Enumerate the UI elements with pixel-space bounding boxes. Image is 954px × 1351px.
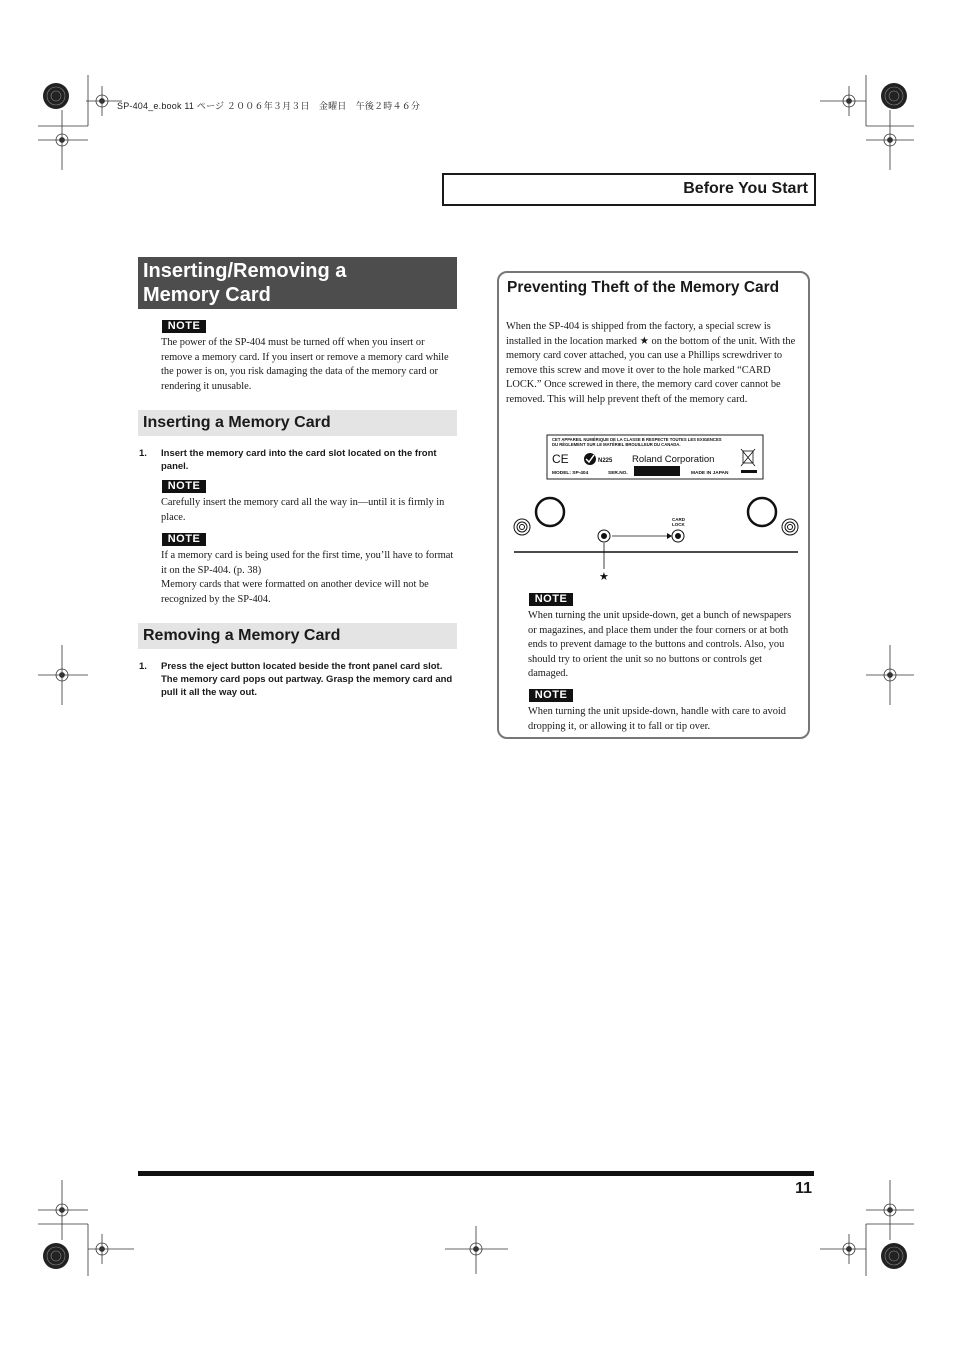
theft-prevention-body: When the SP-404 is shipped from the factory, a special screw is installed in the location marked ★ on the bottom of the unit. With the memory card cover attached, you can use a Phillips screwdriver to remove this screw and move it over to the hole marked “CARD LOCK.” Once screwed in there, the memory card cover cannot be removed. This will help prevent theft of the memory card. [506, 321, 796, 405]
c-tick-icon [584, 453, 596, 465]
note-badge-intro: NOTE [162, 320, 206, 333]
note-badge-sidebar-2: NOTE [529, 689, 573, 702]
section-header-title: Before You Start [683, 180, 808, 197]
note-badge-insert-1: NOTE [162, 480, 206, 493]
book-info: SP-404_e.book 11 ページ ２００６年３月３日 金曜日 午後２時４６分 [117, 101, 421, 111]
removing-step-text: Press the eject button located beside the front panel card slot. The memory card pops out partway. Grasp the memory card and pull it all the way out. [161, 661, 453, 698]
card-lock-label-2: LOCK [672, 522, 685, 527]
card-lock-label-1: CARD [672, 517, 685, 522]
inserting-step-number: 1. [139, 448, 147, 459]
model-text: MODEL: SP-404 [552, 471, 589, 476]
foot-right [748, 498, 776, 526]
label-text-line-1: CET APPAREIL NUMÉRIQUE DE LA CLASSE B RESPECTE TOUTES LES EXIGENCES [552, 437, 722, 442]
star-screw [598, 530, 610, 542]
inserting-note-2b: Memory cards that were formatted on another device will not be recognized by the SP-404. [161, 579, 429, 605]
theft-prevention-box [497, 271, 810, 739]
n-code: N225 [598, 458, 613, 464]
theft-prevention-title: Preventing Theft of the Memory Card [507, 279, 780, 296]
serial-field [634, 466, 680, 476]
label-bar [741, 470, 757, 473]
section-header [442, 173, 816, 206]
brand-name: Roland Corporation [632, 454, 715, 465]
footer-rule [138, 1171, 814, 1176]
note-badge-sidebar-1: NOTE [529, 593, 573, 606]
removing-heading: Removing a Memory Card [138, 623, 457, 649]
page-title-line-2: Memory Card [143, 284, 271, 306]
inserting-note-2a: If a memory card is being used for the first time, you’ll have to format it on the SP-404. (p. 38) [161, 550, 454, 576]
intro-note-text: The power of the SP-404 must be turned off when you insert or remove a memory card. If you insert or remove a memory card while the power is on, you risk damaging the data of the memory card or rendering it unusable. [161, 337, 449, 392]
label-text-line-2: DU RÈGLEMENT SUR LE MATÉRIEL BROUILLEUR DU CANADA. [552, 442, 681, 447]
inserting-heading: Inserting a Memory Card [138, 410, 457, 436]
edge-screw-left [514, 519, 530, 535]
removing-step-number: 1. [139, 661, 147, 672]
page-title-line-1: Inserting/Removing a [143, 260, 347, 282]
move-arrow-head-icon [667, 533, 672, 539]
inserting-note-1: Carefully insert the memory card all the way in—until it is firmly in place. [161, 497, 445, 523]
page-title [138, 257, 457, 309]
sidebar-note-1: When turning the unit upside-down, get a bunch of newspapers or magazines, and place them under the four corners or at both ends to prevent damage to the buttons and controls. Also, you should try to orient the unit so no buttons or controls get damaged. [528, 610, 792, 680]
foot-left [536, 498, 564, 526]
made-in-text: MADE IN JAPAN [691, 471, 729, 476]
page-number: 11 [795, 1180, 812, 1197]
unit-bottom-diagram [512, 433, 800, 588]
edge-screw-right [782, 519, 798, 535]
sidebar-note-2: When turning the unit upside-down, handle with care to avoid dropping it, or allowing it to fall or tip over. [528, 706, 786, 732]
ce-mark: CE [552, 452, 569, 466]
star-icon: ★ [599, 570, 609, 583]
note-badge-insert-2: NOTE [162, 533, 206, 546]
inserting-step-text: Insert the memory card into the card slot located on the front panel. [161, 448, 437, 472]
serial-text: SER.NO. [608, 471, 628, 476]
card-lock-hole [672, 530, 684, 542]
